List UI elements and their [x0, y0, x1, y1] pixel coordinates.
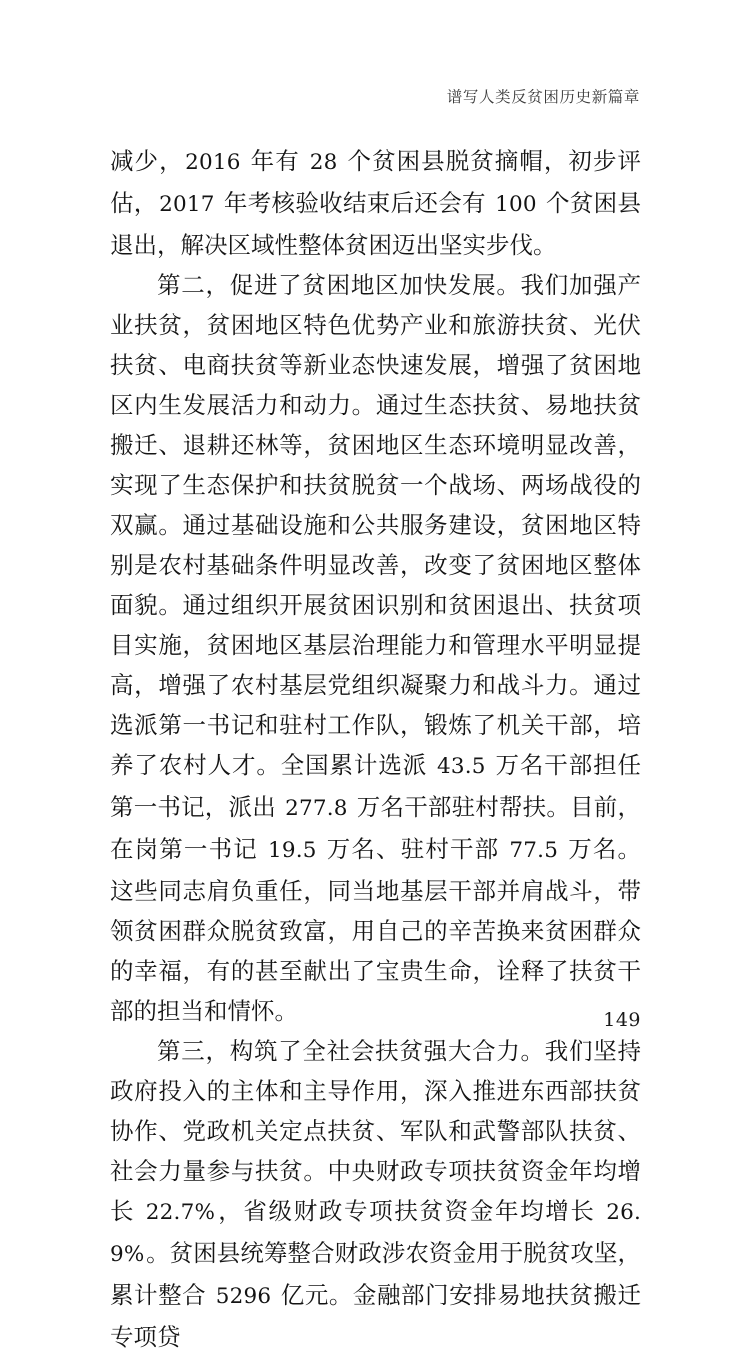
inline-number: 77.5 [509, 838, 559, 863]
inline-number: 26.9% [110, 1200, 641, 1267]
paragraph-third: 第三，构筑了全社会扶贫强大合力。我们坚持政府投入的主体和主导作用，深入推进东西部扶贫协作、党政机关定点扶贫、军队和武警部队扶贫、社会力量参与扶贫。中央财政专项扶贫资金年均增长 22.7%，省级财政专项扶贫资金年均增长 26.9%。贫困县统筹整合财政涉农资金用于脱贫攻坚，累计整合 5296 亿元。金融部门安排易地扶贫搬迁专项贷 [110, 1037, 641, 1351]
page-number: 149 [603, 1009, 641, 1031]
inline-number: 2017 [159, 192, 215, 217]
inline-number: 19.5 [267, 838, 317, 863]
inline-number: 22.7% [145, 1200, 216, 1225]
inline-number: 28 [309, 150, 338, 175]
inline-number: 43.5 [436, 754, 486, 779]
inline-number: 100 [495, 192, 537, 217]
inline-number: 5296 [215, 1284, 272, 1309]
paragraph-continued: 减少，2016 年有 28 个贫困县脱贫摘帽，初步评估，2017 年考核验收结束后还会有 100 个贫困县退出，解决区域性整体贫困迈出坚实步伐。 [110, 147, 641, 259]
body-text-block [110, 141, 641, 1357]
inline-number: 2016 [185, 150, 241, 175]
running-head: 谱写人类反贫困历史新篇章 [446, 88, 640, 106]
inline-number: 277.8 [285, 796, 348, 821]
paragraph-second: 第二，促进了贫困地区加快发展。我们加强产业扶贫，贫困地区特色优势产业和旅游扶贫、光伏扶贫、电商扶贫等新业态快速发展，增强了贫困地区内生发展活力和动力。通过生态扶贫、易地扶贫搬迁、退耕还林等，贫困地区生态环境明显改善，实现了生态保护和扶贫脱贫一个战场、两场战役的双赢。通过基础设施和公共服务建设，贫困地区特别是农村基础条件明显改善，改变了贫困地区整体面貌。通过组织开展贫困识别和贫困退出、扶贫项目实施，贫困地区基层治理能力和管理水平明显提高，增强了农村基层党组织凝聚力和战斗力。通过选派第一书记和驻村工作队，锻炼了机关干部，培养了农村人才。全国累计选派 43.5 万名干部担任第一书记，派出 277.8 万名干部驻村帮扶。目前，在岗第一书记 19.5 万名、驻村干部 77.5 万名。这些同志肩负重任，同当地基层干部并肩战斗，带领贫困群众脱贫致富，用自己的辛苦换来贫困群众的幸福，有的甚至献出了宝贵生命，诠释了扶贫干部的担当和情怀。 [110, 271, 641, 1025]
